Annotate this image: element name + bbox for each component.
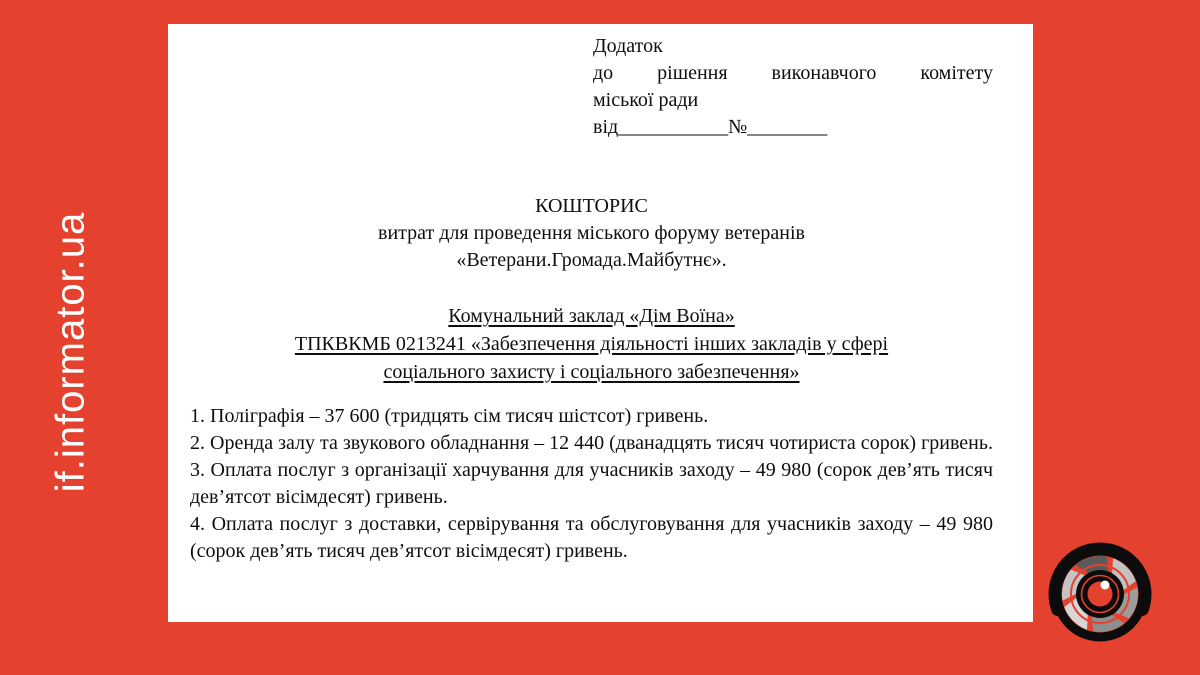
expense-item: 2. Оренда залу та звукового обладнання – 12 440 (дванадцять тисяч чотириста сорок) гривень. xyxy=(190,432,993,454)
annex-header-line: міської ради xyxy=(593,89,699,111)
document-subtitle: «Ветерани.Громада.Майбутнє». xyxy=(456,249,727,271)
document-subtitle: витрат для проведення міського форуму ветеранів xyxy=(378,222,805,244)
expense-item: 4. Оплата послуг з доставки, сервірування та обслуговування для учасників заходу – 49 980 (сорок дев’ять тисяч дев’ятсот вісімдесят) гривень. xyxy=(190,513,993,562)
annex-header-block xyxy=(593,33,993,141)
annex-header-line: Додаток xyxy=(593,35,663,57)
document-title: КОШТОРИС xyxy=(535,195,648,217)
expense-item: 1. Поліграфія – 37 600 (тридцять сім тисяч шістсот) гривень. xyxy=(190,405,709,427)
institution-name: Комунальний заклад «Дім Воїна» xyxy=(448,305,735,327)
program-block xyxy=(190,302,993,386)
expense-item: 3. Оплата послуг з організації харчування для учасників заходу – 49 980 (сорок дев’ять тисяч дев’ятсот вісімдесят) гривень. xyxy=(190,459,993,508)
document-page xyxy=(168,24,1033,622)
annex-date-number-line: від___________№________ xyxy=(593,116,828,138)
program-code-line: ТПКВКМБ 0213241 «Забезпечення діяльності інших закладів у сфері xyxy=(294,333,889,355)
expense-items-list xyxy=(190,403,993,565)
program-code-line: соціального захисту і соціального забезпечення» xyxy=(383,361,800,383)
document-title-block xyxy=(190,193,993,274)
informator-eye-logo xyxy=(1048,542,1152,646)
annex-header-line: до рішення виконавчого комітету xyxy=(593,62,993,84)
watermark-text: if.informator.ua xyxy=(48,211,93,493)
